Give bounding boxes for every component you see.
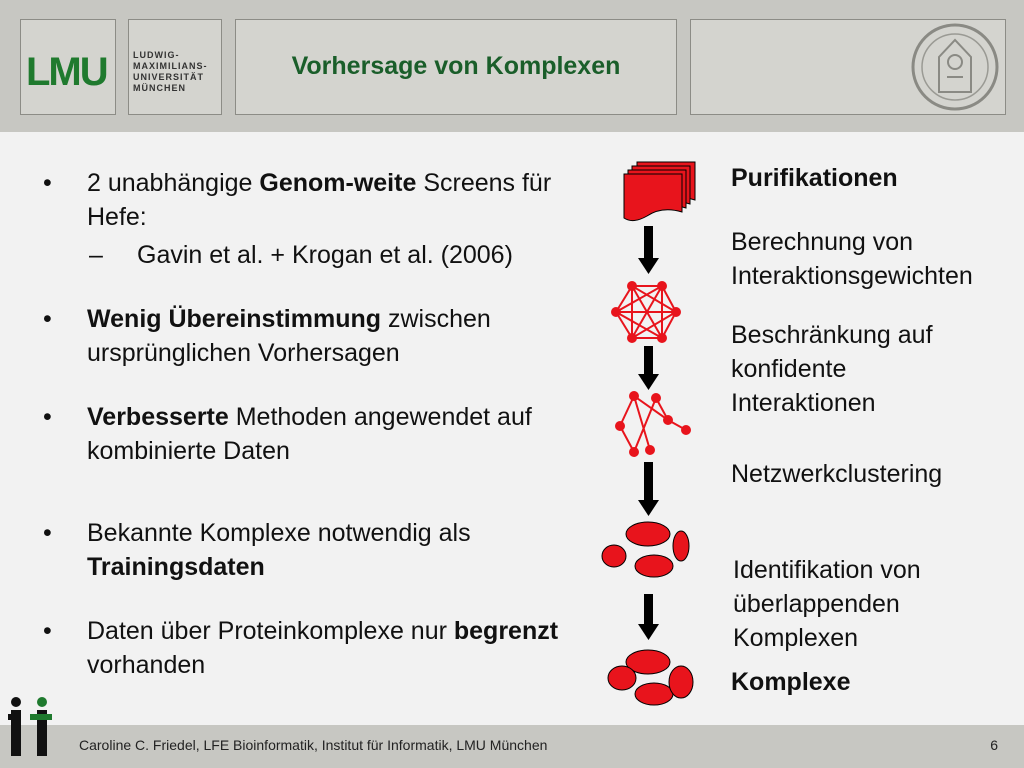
title-box [235, 19, 677, 115]
bullet-item: • Wenig Übereinstimmung zwischen ursprünglichen Vorhersagen [43, 305, 491, 367]
label-step-weights: Berechnung von Interaktionsgewichten [731, 228, 973, 290]
header-band [0, 0, 1024, 132]
label-step-confident: Beschränkung auf konfidente Interaktionen [731, 321, 933, 417]
label-step-overlap: Identifikation von überlappenden Komplexen [733, 556, 921, 652]
footer-credit: Caroline C. Friedel, LFE Bioinformatik, Institut für Informatik, LMU München [79, 737, 548, 753]
university-seal-icon [909, 22, 1001, 112]
bullet-item: • Daten über Proteinkomplexe nur begrenzt vorhanden [43, 617, 559, 679]
dense-network-icon [612, 282, 680, 342]
footer-band [0, 725, 1024, 768]
bullet-item: • 2 unabhängige Genom-weite Screens für Hefe: – Gavin et al. + Krogan et al. (2006) [43, 166, 583, 272]
lmu-logo-box [20, 19, 116, 115]
bullet-item: • Bekannte Komplexe notwendig als Trainingsdaten [43, 519, 471, 581]
lmu-full-name: LUDWIG- MAXIMILIANS- UNIVERSITÄT MÜNCHEN [133, 50, 208, 93]
complexes-icon [608, 650, 693, 705]
arrow-down-icon [638, 462, 659, 516]
purification-stack-icon [624, 162, 695, 221]
label-purifikationen: Purifikationen [731, 164, 898, 192]
arrow-down-icon [638, 226, 659, 274]
seal-box [690, 19, 1006, 115]
page-number: 6 [990, 737, 998, 753]
pipeline-diagram [590, 150, 700, 710]
lmu-logo: LMU [26, 50, 107, 94]
bullet-list [43, 166, 583, 712]
label-step-clustering: Netzwerkclustering [731, 460, 943, 488]
bullet-item: • Verbesserte Methoden angewendet auf kombinierte Daten [43, 403, 532, 465]
lmu-name-box [128, 19, 222, 115]
arrow-down-icon [638, 594, 659, 640]
arrow-down-icon [638, 346, 659, 390]
sub-bullet-item: – Gavin et al. + Krogan et al. (2006) [89, 241, 513, 269]
bioinformatics-logo-icon [8, 696, 54, 758]
slide-title: Vorhersage von Komplexen [291, 52, 621, 80]
label-komplexe: Komplexe [731, 668, 851, 696]
clusters-icon [602, 522, 689, 577]
sparse-network-icon [616, 392, 690, 456]
